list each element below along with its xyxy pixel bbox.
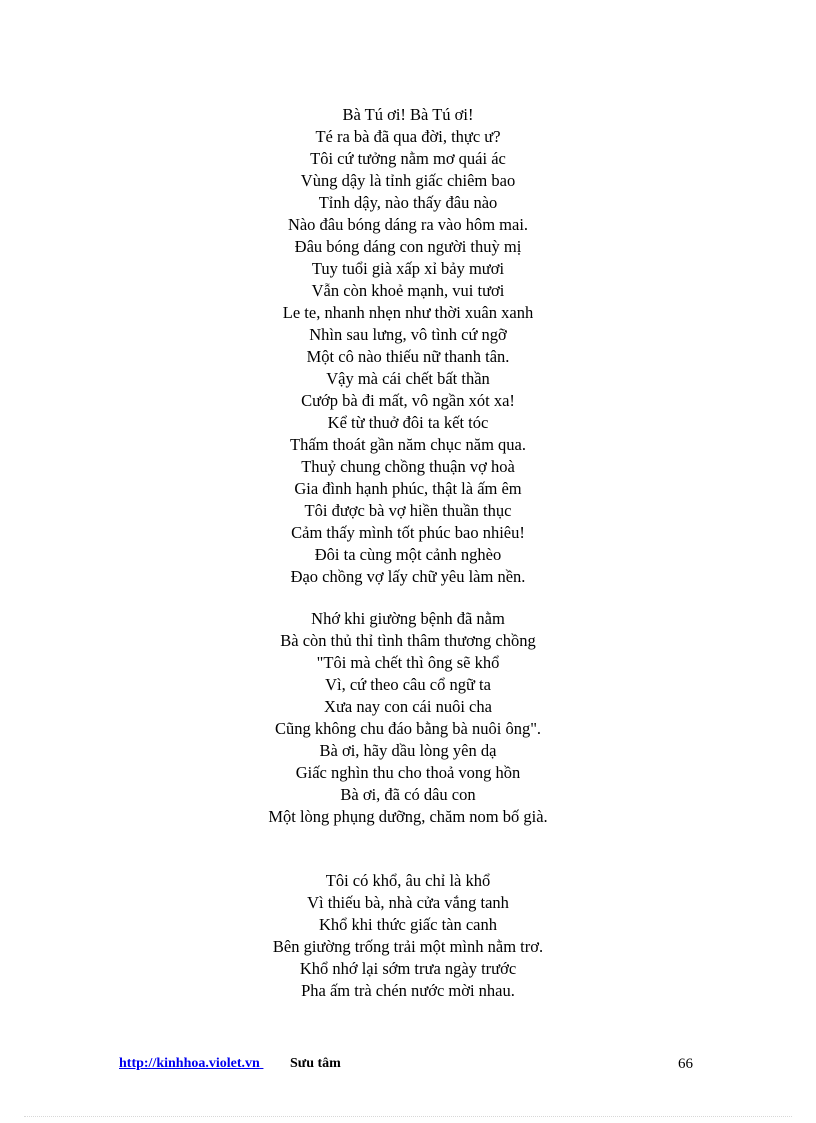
poem-line: Le te, nhanh nhẹn như thời xuân xanh: [282, 303, 534, 322]
poem-line: Đạo chồng vợ lấy chữ yêu làm nền.: [290, 567, 526, 586]
poem-line: Đôi ta cùng một cảnh nghèo: [314, 545, 502, 564]
poem-line: Thấm thoát gần năm chục năm qua.: [290, 435, 526, 454]
footer-credit: Sưu tâm: [290, 1056, 341, 1071]
poem-line: Cũng không chu đáo bằng bà nuôi ông".: [274, 719, 542, 738]
poem-line: Nhớ khi giường bệnh đã nằm: [311, 609, 505, 628]
poem-line: Bà ơi, đã có dâu con: [340, 785, 476, 804]
poem-line: Một lòng phụng dưỡng, chăm nom bố già.: [268, 807, 548, 826]
poem-line: Kể từ thuở đôi ta kết tóc: [327, 413, 489, 432]
poem-stanza-2: [0, 608, 816, 828]
poem-line: Tỉnh dậy, nào thấy đâu nào: [318, 193, 498, 212]
page-number: 66: [678, 1056, 693, 1072]
poem-line: Vẫn còn khoẻ mạnh, vui tươi: [311, 281, 505, 300]
poem-line: Bà Tú ơi! Bà Tú ơi!: [342, 105, 474, 124]
poem-line: Tôi được bà vợ hiền thuần thục: [304, 501, 512, 520]
poem-line: Một cô nào thiếu nữ thanh tân.: [306, 347, 510, 366]
page-footer: [0, 1053, 816, 1075]
poem-line: Thuỷ chung chồng thuận vợ hoà: [301, 457, 515, 476]
poem-line: Cướp bà đi mất, vô ngần xót xa!: [301, 391, 515, 410]
poem-line: Tuy tuổi già xấp xỉ bảy mươi: [311, 259, 505, 278]
poem-line: Té ra bà đã qua đời, thực ư?: [315, 127, 501, 146]
poem-line: Bà còn thủ thỉ tình thâm thương chồng: [280, 631, 536, 650]
poem-line: Khổ khi thức giấc tàn canh: [318, 915, 497, 934]
poem-line: Khổ nhớ lại sớm trưa ngày trước: [299, 959, 517, 978]
poem-line: Tôi có khổ, âu chỉ là khổ: [325, 871, 491, 890]
poem-stanza-1: [0, 104, 816, 588]
poem-line: Cảm thấy mình tốt phúc bao nhiêu!: [291, 523, 525, 542]
poem-line: Đâu bóng dáng con người thuỳ mị: [294, 237, 522, 256]
poem-line: Vùng dậy là tỉnh giấc chiêm bao: [300, 171, 516, 190]
poem-line: Gia đình hạnh phúc, thật là ấm êm: [294, 479, 522, 498]
source-link-text: http://kinhhoa.violet.vn: [119, 1056, 260, 1071]
poem-line: Pha ấm trà chén nước mời nhau.: [301, 981, 515, 1000]
poem-line: Tôi cứ tưởng nằm mơ quái ác: [310, 149, 506, 168]
poem-line: Bà ơi, hãy dầu lòng yên dạ: [319, 741, 497, 760]
poem-line: Vì thiếu bà, nhà cửa vắng tanh: [307, 893, 509, 912]
poem-line: Vậy mà cái chết bất thần: [326, 369, 490, 388]
source-link[interactable]: [119, 1053, 263, 1075]
poem-line: "Tôi mà chết thì ông sẽ khổ: [316, 653, 500, 672]
poem-stanza-3: [0, 870, 816, 1002]
poem-line: Nhìn sau lưng, vô tình cứ ngỡ: [309, 325, 507, 344]
poem-line: Xưa nay con cái nuôi cha: [324, 697, 492, 716]
poem-line: Vì, cứ theo câu cổ ngữ ta: [325, 675, 491, 694]
poem-line: Bên giường trống trải một mình nằm trơ.: [272, 937, 544, 956]
poem-line: Nào đâu bóng dáng ra vào hôm mai.: [287, 215, 529, 234]
poem-line: Giấc nghìn thu cho thoả vong hồn: [295, 763, 521, 782]
bottom-divider: [24, 1116, 792, 1117]
